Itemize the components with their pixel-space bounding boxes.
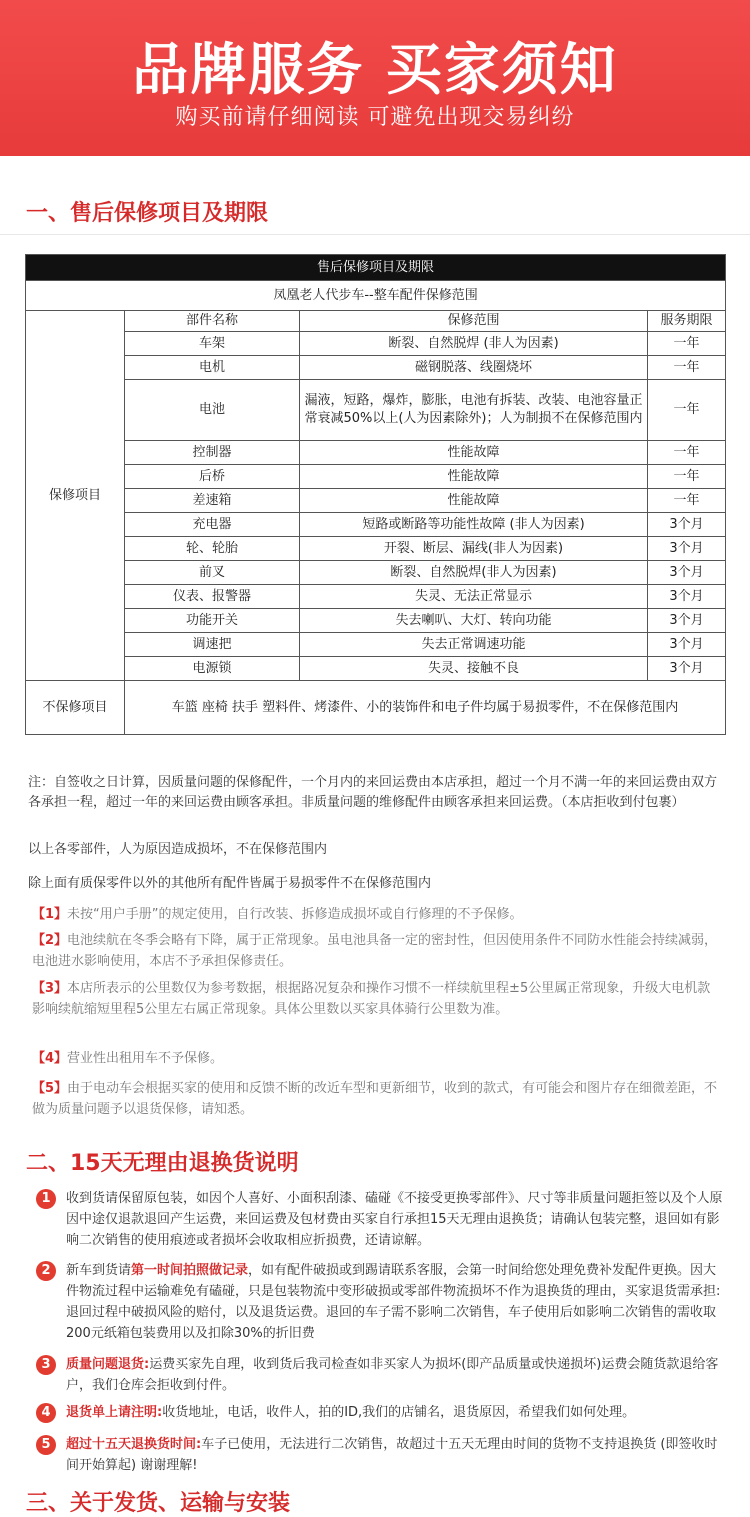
number-badge: 4 <box>36 1403 56 1423</box>
part-name: 车架 <box>125 332 300 356</box>
warranty-scope: 性能故障 <box>300 489 648 513</box>
warranty-period: 3个月 <box>648 537 726 561</box>
table-row <box>26 657 726 681</box>
item-tag: 【3】 <box>32 981 68 996</box>
warranty-period: 3个月 <box>648 513 726 537</box>
warranty-scope: 开裂、断层、漏线(非人为因素) <box>300 537 648 561</box>
list-item <box>36 1402 726 1423</box>
part-name: 充电器 <box>125 513 300 537</box>
list-item <box>32 1048 722 1069</box>
part-name: 电源锁 <box>125 657 300 681</box>
list-item <box>32 978 722 1020</box>
no-warranty-text: 车篮 座椅 扶手 塑料件、烤漆件、小的装饰件和电子件均属于易损零件，不在保修范围内 <box>125 681 726 735</box>
warranty-scope: 失灵、无法正常显示 <box>300 585 648 609</box>
warranty-scope: 漏液，短路，爆炸，膨胀，电池有拆装、改装、电池容量正常衰减50%以上(人为因素除外)；人为制损不在保修范围内 <box>300 380 648 441</box>
item-text: 车子已使用，无法进行二次销售，故超过十五天无理由时间的货物不支持退换货 (即签收时间开始算起) 谢谢理解! <box>66 1437 718 1473</box>
part-name: 前叉 <box>125 561 300 585</box>
item-text: 运费买家先自理，收到货后我司检查如非买家人为损坏(即产品质量或快递损坏)运费会随货款退给客户，我们仓库会拒收到付件。 <box>66 1357 719 1393</box>
part-name: 轮、轮胎 <box>125 537 300 561</box>
warranty-period: 一年 <box>648 380 726 441</box>
warranty-scope: 断裂、自然脱焊 (非人为因素) <box>300 332 648 356</box>
warranty-table <box>25 254 726 735</box>
list-item <box>36 1188 726 1251</box>
list-item <box>36 1354 726 1396</box>
table-row <box>26 380 726 441</box>
part-name: 差速箱 <box>125 489 300 513</box>
note-line-1: 以上各零部件，人为原因造成损坏，不在保修范围内 <box>28 842 328 857</box>
item-tag: 【1】 <box>32 907 68 922</box>
item-text: 营业性出租用车不予保修。 <box>67 1051 224 1066</box>
warranty-scope: 失灵、接触不良 <box>300 657 648 681</box>
warranty-period: 3个月 <box>648 561 726 585</box>
warranty-note: 注：自签收之日计算，因质量问题的保修配件，一个月内的来回运费由本店承担，超过一个月不满一年的来回运费由双方各承担一程，超过一年的来回运费由顾客承担。非质量问题的维修配件由顾客承担来回运费。（本店拒收到付包裹） <box>28 775 718 810</box>
section-1-title: 一、售后保修项目及期限 <box>26 201 269 226</box>
item-tag: 【2】 <box>32 933 68 948</box>
column-header: 服务期限 <box>648 311 726 332</box>
warranty-period: 3个月 <box>648 657 726 681</box>
warranty-period: 3个月 <box>648 585 726 609</box>
number-badge: 2 <box>36 1261 56 1281</box>
item-highlight: 第一时间拍照做记录 <box>131 1263 249 1278</box>
divider <box>0 234 750 235</box>
item-text: 由于电动车会根据买家的使用和反馈不断的改近车型和更新细节，收到的款式，有可能会和图片存在细微差距，不做为质量问题予以退货保修，请知悉。 <box>32 1081 718 1117</box>
part-name: 仪表、报警器 <box>125 585 300 609</box>
part-name: 后桥 <box>125 465 300 489</box>
section-3-title: 三、关于发货、运输与安装 <box>26 1491 291 1516</box>
item-tag: 【4】 <box>32 1051 68 1066</box>
item-pre: 新车到货请 <box>66 1263 132 1278</box>
column-header: 保修范围 <box>300 311 648 332</box>
table-subheader: 凤凰老人代步车--整车配件保修范围 <box>26 281 726 311</box>
no-warranty-label: 不保修项目 <box>26 681 125 735</box>
table-row <box>26 489 726 513</box>
list-item <box>32 930 722 972</box>
part-name: 电池 <box>125 380 300 441</box>
group-label: 保修项目 <box>26 311 125 681</box>
part-name: 调速把 <box>125 633 300 657</box>
table-row <box>26 356 726 380</box>
section-2-title: 二、15天无理由退换货说明 <box>26 1151 299 1176</box>
item-text: 本店所表示的公里数仅为参考数据，根据路况复杂和操作习惯不一样续航里程±5公里属正常现象，升级大电机款影响续航缩短里程5公里左右属正常现象。具体公里数以买家具体骑行公里数为准。 <box>32 981 711 1017</box>
table-row <box>26 513 726 537</box>
header-banner <box>0 0 750 156</box>
table-row <box>26 441 726 465</box>
note-line-2: 除上面有质保零件以外的其他所有配件皆属于易损零件不在保修范围内 <box>28 876 432 891</box>
number-badge: 3 <box>36 1355 56 1375</box>
list-item <box>32 1078 722 1120</box>
item-highlight: 超过十五天退换货时间: <box>66 1437 202 1452</box>
item-text: 电池续航在冬季会略有下降，属于正常现象。虽电池具备一定的密封性，但因使用条件不同防水性能会持续减弱，电池进水影响使用，本店不予承担保修责任。 <box>32 933 718 969</box>
number-badge: 1 <box>36 1189 56 1209</box>
item-text: 未按“用户手册”的规定使用，自行改装、拆修造成损坏或自行修理的不予保修。 <box>67 907 523 922</box>
item-text: ，如有配件破损或到踢请联系客服，会第一时间给您处理免费补发配件更换。因大件物流过程中运输难免有磕碰，只是包装物流中变形破损或零部件物流损坏不作为退换货的理由，买家退货需承担:退回过程中破损风险的赔付，以及退货运费。退回的车子需不影响二次销售，车子使用后如影响二次销售的需收取200元纸箱包装费用以及扣除30%的折旧费 <box>66 1263 721 1341</box>
part-name: 功能开关 <box>125 609 300 633</box>
warranty-period: 一年 <box>648 332 726 356</box>
list-item <box>36 1260 726 1344</box>
table-row <box>26 585 726 609</box>
item-text: 收货地址，电话，收件人，拍的ID,我们的店铺名，退货原因，希望我们如何处理。 <box>162 1405 636 1420</box>
warranty-scope: 断裂、自然脱焊(非人为因素) <box>300 561 648 585</box>
banner-title: 品牌服务 买家须知 <box>132 38 618 103</box>
warranty-period: 3个月 <box>648 633 726 657</box>
part-name: 电机 <box>125 356 300 380</box>
warranty-scope: 性能故障 <box>300 465 648 489</box>
item-highlight: 质量问题退货: <box>66 1357 150 1372</box>
warranty-period: 一年 <box>648 489 726 513</box>
table-row <box>26 561 726 585</box>
banner-subtitle: 购买前请仔细阅读 可避免出现交易纠纷 <box>175 105 575 130</box>
table-header: 售后保修项目及期限 <box>26 255 726 281</box>
table-row <box>26 609 726 633</box>
table-row <box>26 332 726 356</box>
list-item <box>36 1434 726 1476</box>
table-row <box>26 537 726 561</box>
warranty-scope: 性能故障 <box>300 441 648 465</box>
table-row <box>26 633 726 657</box>
column-header: 部件名称 <box>125 311 300 332</box>
item-highlight: 退货单上请注明: <box>66 1405 163 1420</box>
warranty-period: 3个月 <box>648 609 726 633</box>
table-row <box>26 465 726 489</box>
warranty-scope: 失去喇叭、大灯、转向功能 <box>300 609 648 633</box>
warranty-scope: 磁钢脱落、线圈烧坏 <box>300 356 648 380</box>
part-name: 控制器 <box>125 441 300 465</box>
table-row <box>26 681 726 735</box>
item-text: 收到货请保留原包装，如因个人喜好、小面积刮漆、磕碰《不接受更换零部件》、尺寸等非质量问题拒签以及个人原因中途仅退款退回产生运费，来回运费及包材费由买家自行承担15天无理由退换货；请确认包装完整，退回如有影响二次销售的使用痕迹或者损坏会收取相应折损费，还请谅解。 <box>66 1191 723 1248</box>
warranty-period: 一年 <box>648 441 726 465</box>
number-badge: 5 <box>36 1435 56 1455</box>
warranty-scope: 短路或断路等功能性故障 (非人为因素) <box>300 513 648 537</box>
warranty-scope: 失去正常调速功能 <box>300 633 648 657</box>
list-item <box>32 904 722 925</box>
warranty-period: 一年 <box>648 465 726 489</box>
item-tag: 【5】 <box>32 1081 68 1096</box>
warranty-period: 一年 <box>648 356 726 380</box>
